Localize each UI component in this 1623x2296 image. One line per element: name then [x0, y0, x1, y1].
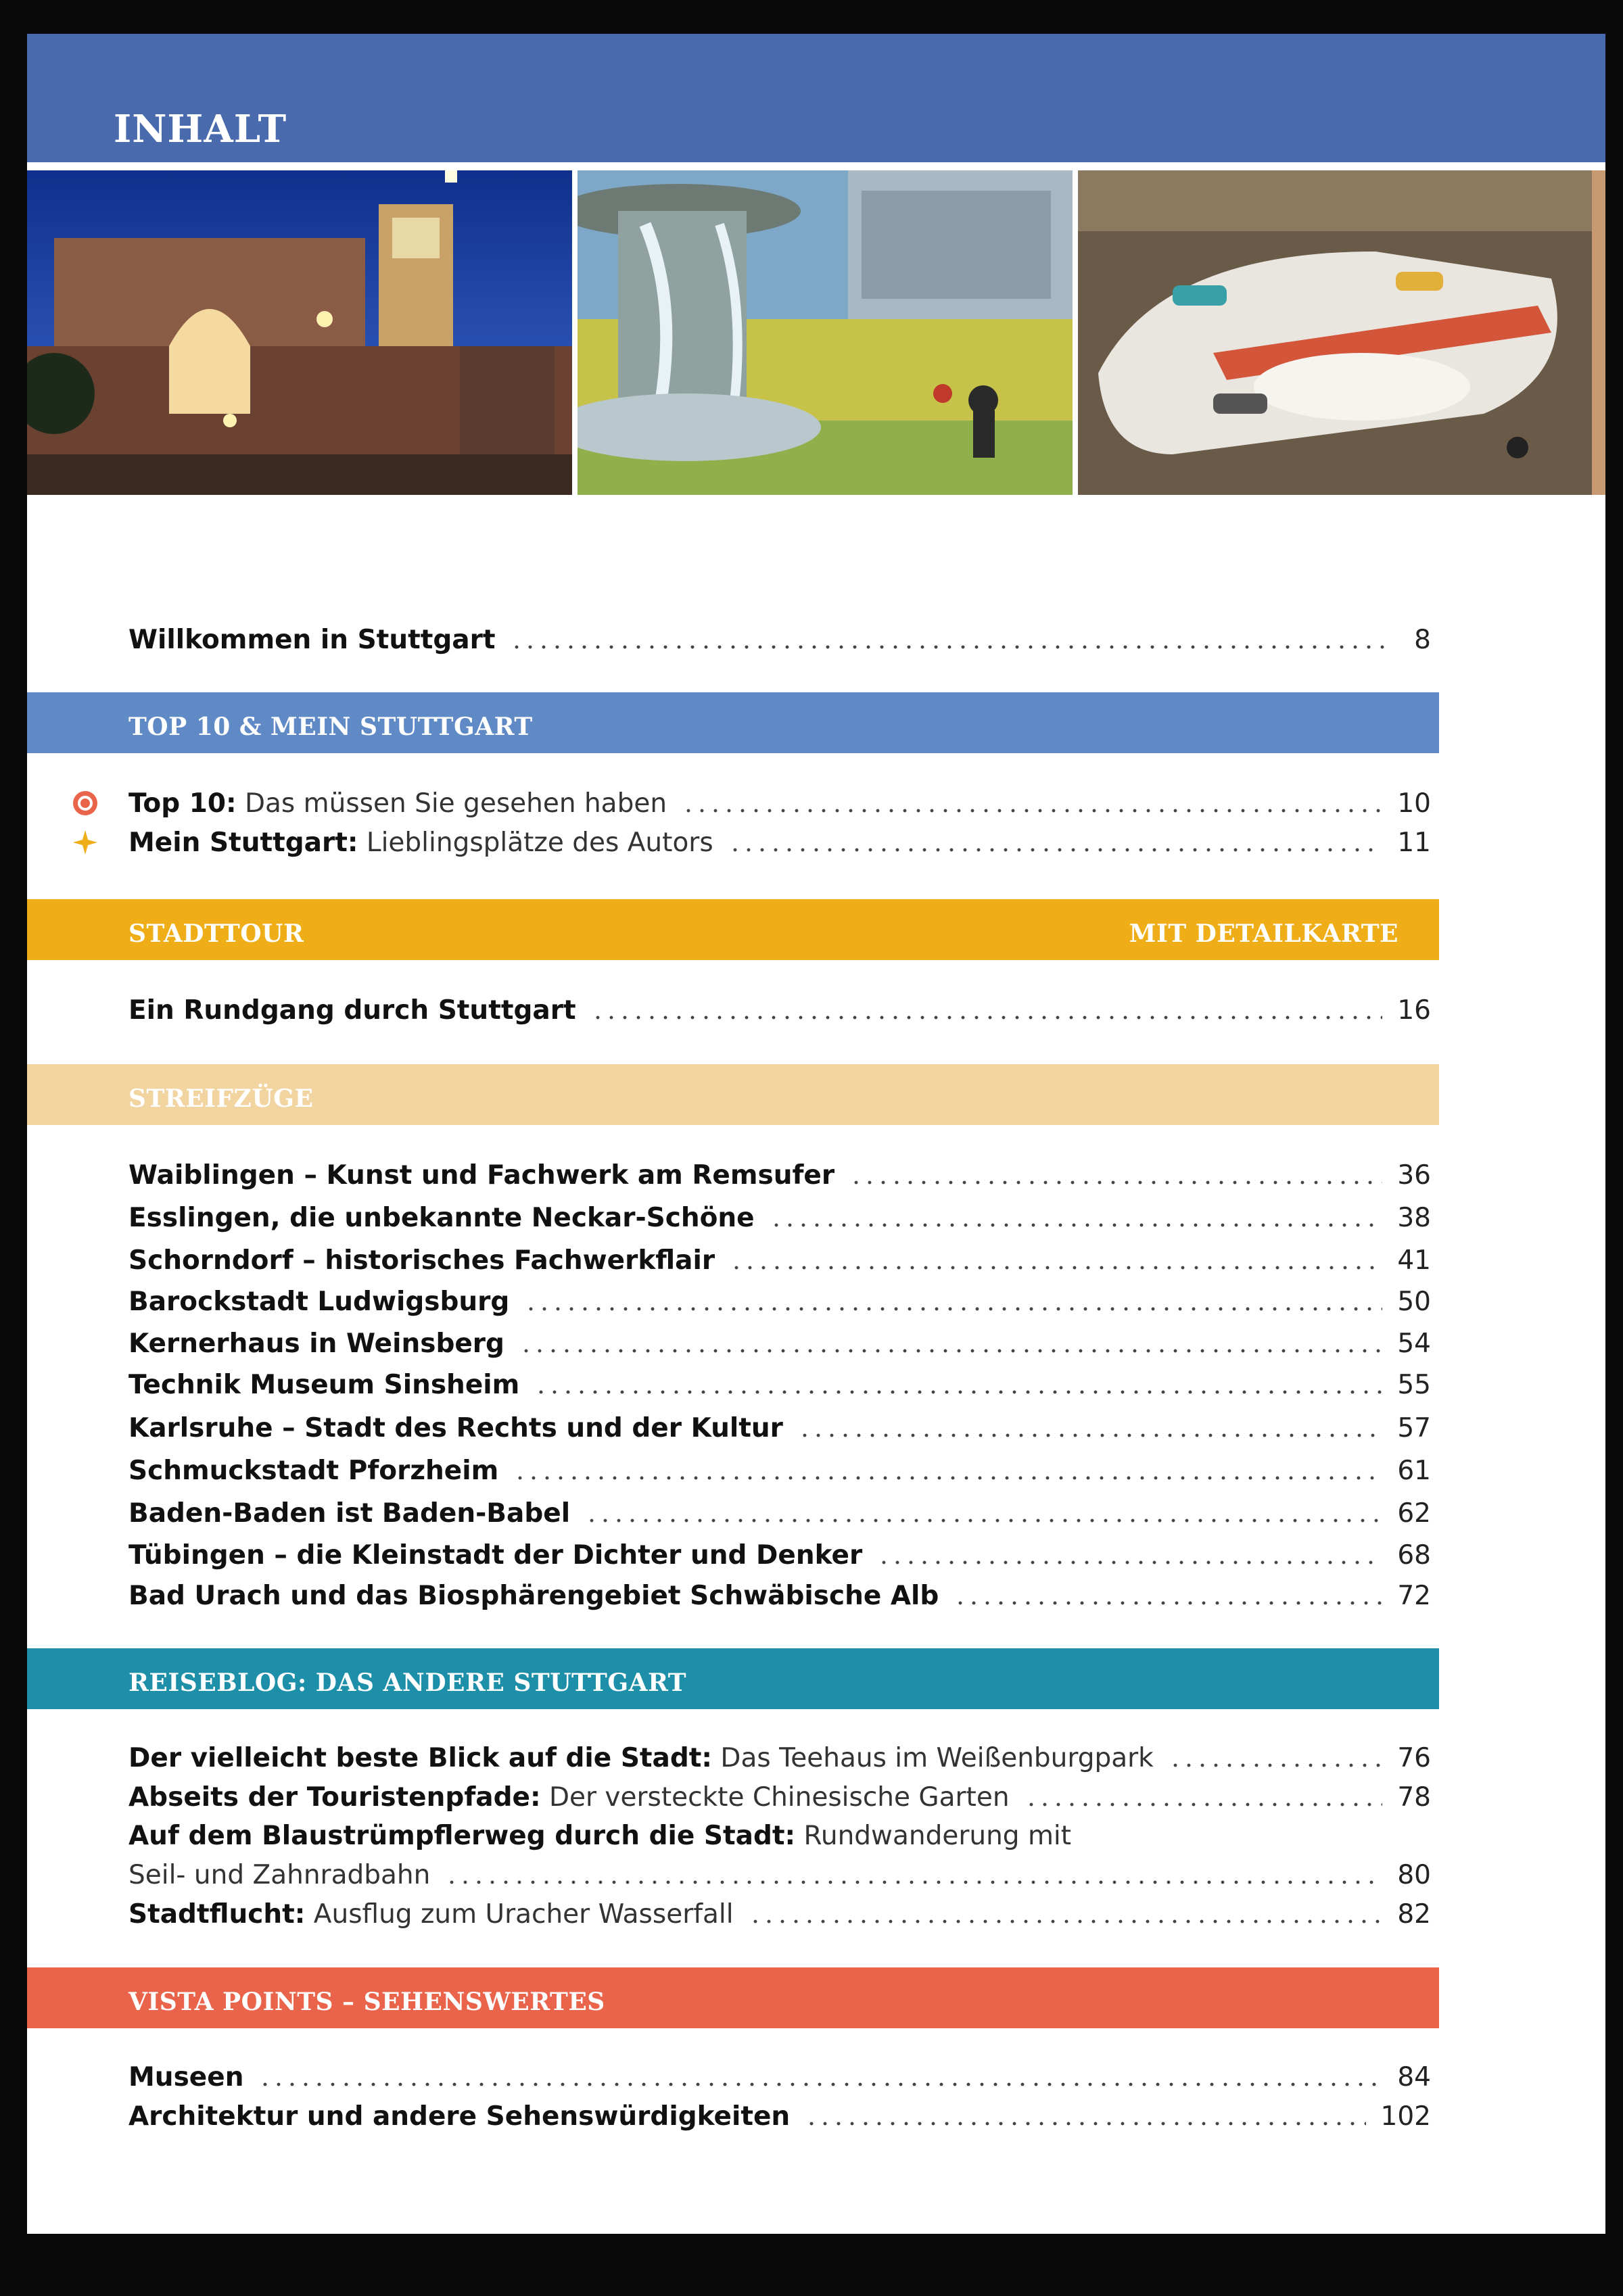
- dot-leader: [258, 2058, 1382, 2096]
- dot-leader: [1086, 1817, 1389, 1855]
- entry-title: Ein Rundgang durch Stuttgart: [128, 995, 576, 1026]
- entry-title: Baden-Baden ist Baden-Babel: [128, 1498, 571, 1529]
- entry-title: Barockstadt Ludwigsburg: [128, 1286, 510, 1317]
- section-band-top10: [27, 692, 1439, 753]
- page-number: 38: [1397, 1202, 1431, 1233]
- entry-title: Schorndorf – historisches Fachwerkflair: [128, 1245, 715, 1276]
- page-number: 55: [1397, 1369, 1431, 1400]
- page-number: 8: [1414, 624, 1431, 655]
- photo-strip: [27, 170, 1605, 495]
- dot-leader: [513, 1452, 1382, 1489]
- toc-entry[interactable]: [128, 1409, 1431, 1447]
- page-number: 10: [1397, 788, 1431, 819]
- toc-entry[interactable]: [128, 1199, 1431, 1237]
- toc-entry[interactable]: [128, 991, 1431, 1029]
- page-number: 82: [1397, 1898, 1431, 1930]
- entry-title: Willkommen in Stuttgart: [128, 624, 496, 655]
- page-title: INHALT: [114, 107, 287, 151]
- entry-subtitle: Das müssen Sie gesehen haben: [236, 788, 667, 819]
- entry-title: Waiblingen – Kunst und Fachwerk am Remsufer: [128, 1159, 835, 1191]
- dot-leader: [730, 1241, 1382, 1279]
- section-title: VISTA POINTS – SEHENSWERTES: [128, 1988, 605, 2016]
- dot-leader: [682, 784, 1382, 822]
- dot-leader: [877, 1536, 1382, 1574]
- toc-entry[interactable]: [128, 1324, 1431, 1362]
- photo-fountain-square: [578, 170, 1073, 495]
- toc-entry[interactable]: [128, 1494, 1431, 1532]
- entry-title: Mein Stuttgart:: [128, 827, 358, 858]
- page-number: 84: [1397, 2061, 1431, 2092]
- page-number: 36: [1397, 1159, 1431, 1191]
- entry-subtitle: Der versteckte Chinesische Garten: [540, 1781, 1010, 1813]
- toc-entry-intro[interactable]: [128, 621, 1431, 659]
- dot-leader: [1169, 1739, 1383, 1777]
- page-number: 102: [1380, 2101, 1431, 2132]
- entry-title: Architektur und andere Sehenswürdigkeiten: [128, 2101, 791, 2132]
- entry-title: Auf dem Blaustrümpflerweg durch die Stadt:: [128, 1820, 796, 1851]
- toc-page: [27, 34, 1605, 2234]
- dot-leader: [954, 1577, 1382, 1615]
- entry-title: Kernerhaus in Weinsberg: [128, 1328, 504, 1359]
- dot-leader: [591, 991, 1383, 1029]
- section-title: STADTTOUR: [128, 919, 304, 948]
- toc-entry[interactable]: [128, 1156, 1431, 1194]
- page-number: 61: [1397, 1455, 1431, 1486]
- entry-title: Schmuckstadt Pforzheim: [128, 1455, 499, 1486]
- section-band-stadttour: [27, 899, 1439, 960]
- dot-leader: [1025, 1778, 1383, 1816]
- dot-leader: [534, 1366, 1382, 1404]
- entry-title: Esslingen, die unbekannte Neckar-Schöne: [128, 1202, 755, 1233]
- toc-entry[interactable]: [128, 2097, 1431, 2135]
- toc-entry[interactable]: [128, 1536, 1431, 1574]
- entry-subtitle: Rundwanderung mit: [795, 1820, 1072, 1851]
- photo-train-station: [27, 170, 572, 495]
- page-number: 50: [1397, 1286, 1431, 1317]
- page-number: 72: [1397, 1580, 1431, 1611]
- page-number: 57: [1397, 1412, 1431, 1443]
- star-cross-icon: [72, 829, 99, 856]
- toc-entry[interactable]: [128, 1856, 1431, 1894]
- entry-subtitle: Lieblingsplätze des Autors: [358, 827, 713, 858]
- page-number: 76: [1397, 1742, 1431, 1773]
- entry-title: Stadtflucht:: [128, 1898, 306, 1930]
- entry-title: Tübingen – die Kleinstadt der Dichter und Denker: [128, 1539, 863, 1571]
- section-title: TOP 10 & MEIN STUTTGART: [128, 713, 533, 741]
- entry-title: Top 10:: [128, 788, 237, 819]
- entry-title: Museen: [128, 2061, 244, 2092]
- page-number: 16: [1397, 995, 1431, 1026]
- dot-leader: [749, 1895, 1383, 1933]
- dot-leader: [585, 1494, 1382, 1532]
- toc-entry[interactable]: [128, 1895, 1431, 1933]
- entry-title: Abseits der Touristenpfade:: [128, 1781, 541, 1813]
- dot-leader: [805, 2097, 1365, 2135]
- entry-subtitle: Seil- und Zahnradbahn: [128, 1859, 431, 1890]
- page-number: 68: [1397, 1539, 1431, 1571]
- top10-badge-icon: [72, 790, 99, 817]
- dot-leader: [798, 1409, 1382, 1447]
- page-number: 62: [1397, 1498, 1431, 1529]
- dot-leader: [519, 1324, 1382, 1362]
- toc-entry[interactable]: [128, 1739, 1431, 1777]
- page-number: 78: [1397, 1781, 1431, 1813]
- section-band-streifzuege: [27, 1064, 1439, 1125]
- page-header: [27, 34, 1605, 162]
- toc-entry[interactable]: [128, 784, 1431, 822]
- dot-leader: [524, 1283, 1382, 1320]
- entry-title: Der vielleicht beste Blick auf die Stadt:: [128, 1742, 713, 1773]
- dot-leader: [770, 1199, 1383, 1237]
- photo-car-museum: [1078, 170, 1605, 495]
- toc-entry[interactable]: [128, 1283, 1431, 1320]
- section-band-reiseblog: [27, 1648, 1439, 1709]
- page-number: 41: [1397, 1245, 1431, 1276]
- page-number: 54: [1397, 1328, 1431, 1359]
- entry-title: Technik Museum Sinsheim: [128, 1369, 520, 1400]
- section-subtitle: MIT DETAILKARTE: [1129, 919, 1398, 948]
- section-title: REISEBLOG: DAS ANDERE STUTTGART: [128, 1669, 687, 1697]
- dot-leader: [445, 1856, 1382, 1894]
- entry-title: Karlsruhe – Stadt des Rechts und der Kultur: [128, 1412, 783, 1443]
- toc-entry[interactable]: [128, 1577, 1431, 1615]
- dot-leader: [510, 621, 1389, 659]
- toc-entry[interactable]: [128, 1817, 1431, 1855]
- toc-entry[interactable]: [128, 1241, 1431, 1279]
- page-number: 80: [1397, 1859, 1431, 1890]
- entry-subtitle: Das Teehaus im Weißenburgpark: [712, 1742, 1154, 1773]
- entry-title: Bad Urach und das Biosphärengebiet Schwäbische Alb: [128, 1580, 939, 1611]
- toc-entry[interactable]: [128, 823, 1431, 861]
- entry-subtitle: Ausflug zum Uracher Wasserfall: [305, 1898, 734, 1930]
- page-number: 11: [1397, 827, 1431, 858]
- dot-leader: [728, 823, 1383, 861]
- toc-entry[interactable]: [128, 1778, 1431, 1816]
- section-band-vista: [27, 1967, 1439, 2028]
- toc-entry[interactable]: [128, 1452, 1431, 1489]
- toc-entry[interactable]: [128, 1366, 1431, 1404]
- toc-entry[interactable]: [128, 2058, 1431, 2096]
- section-title: STREIFZÜGE: [128, 1084, 314, 1113]
- dot-leader: [849, 1156, 1382, 1194]
